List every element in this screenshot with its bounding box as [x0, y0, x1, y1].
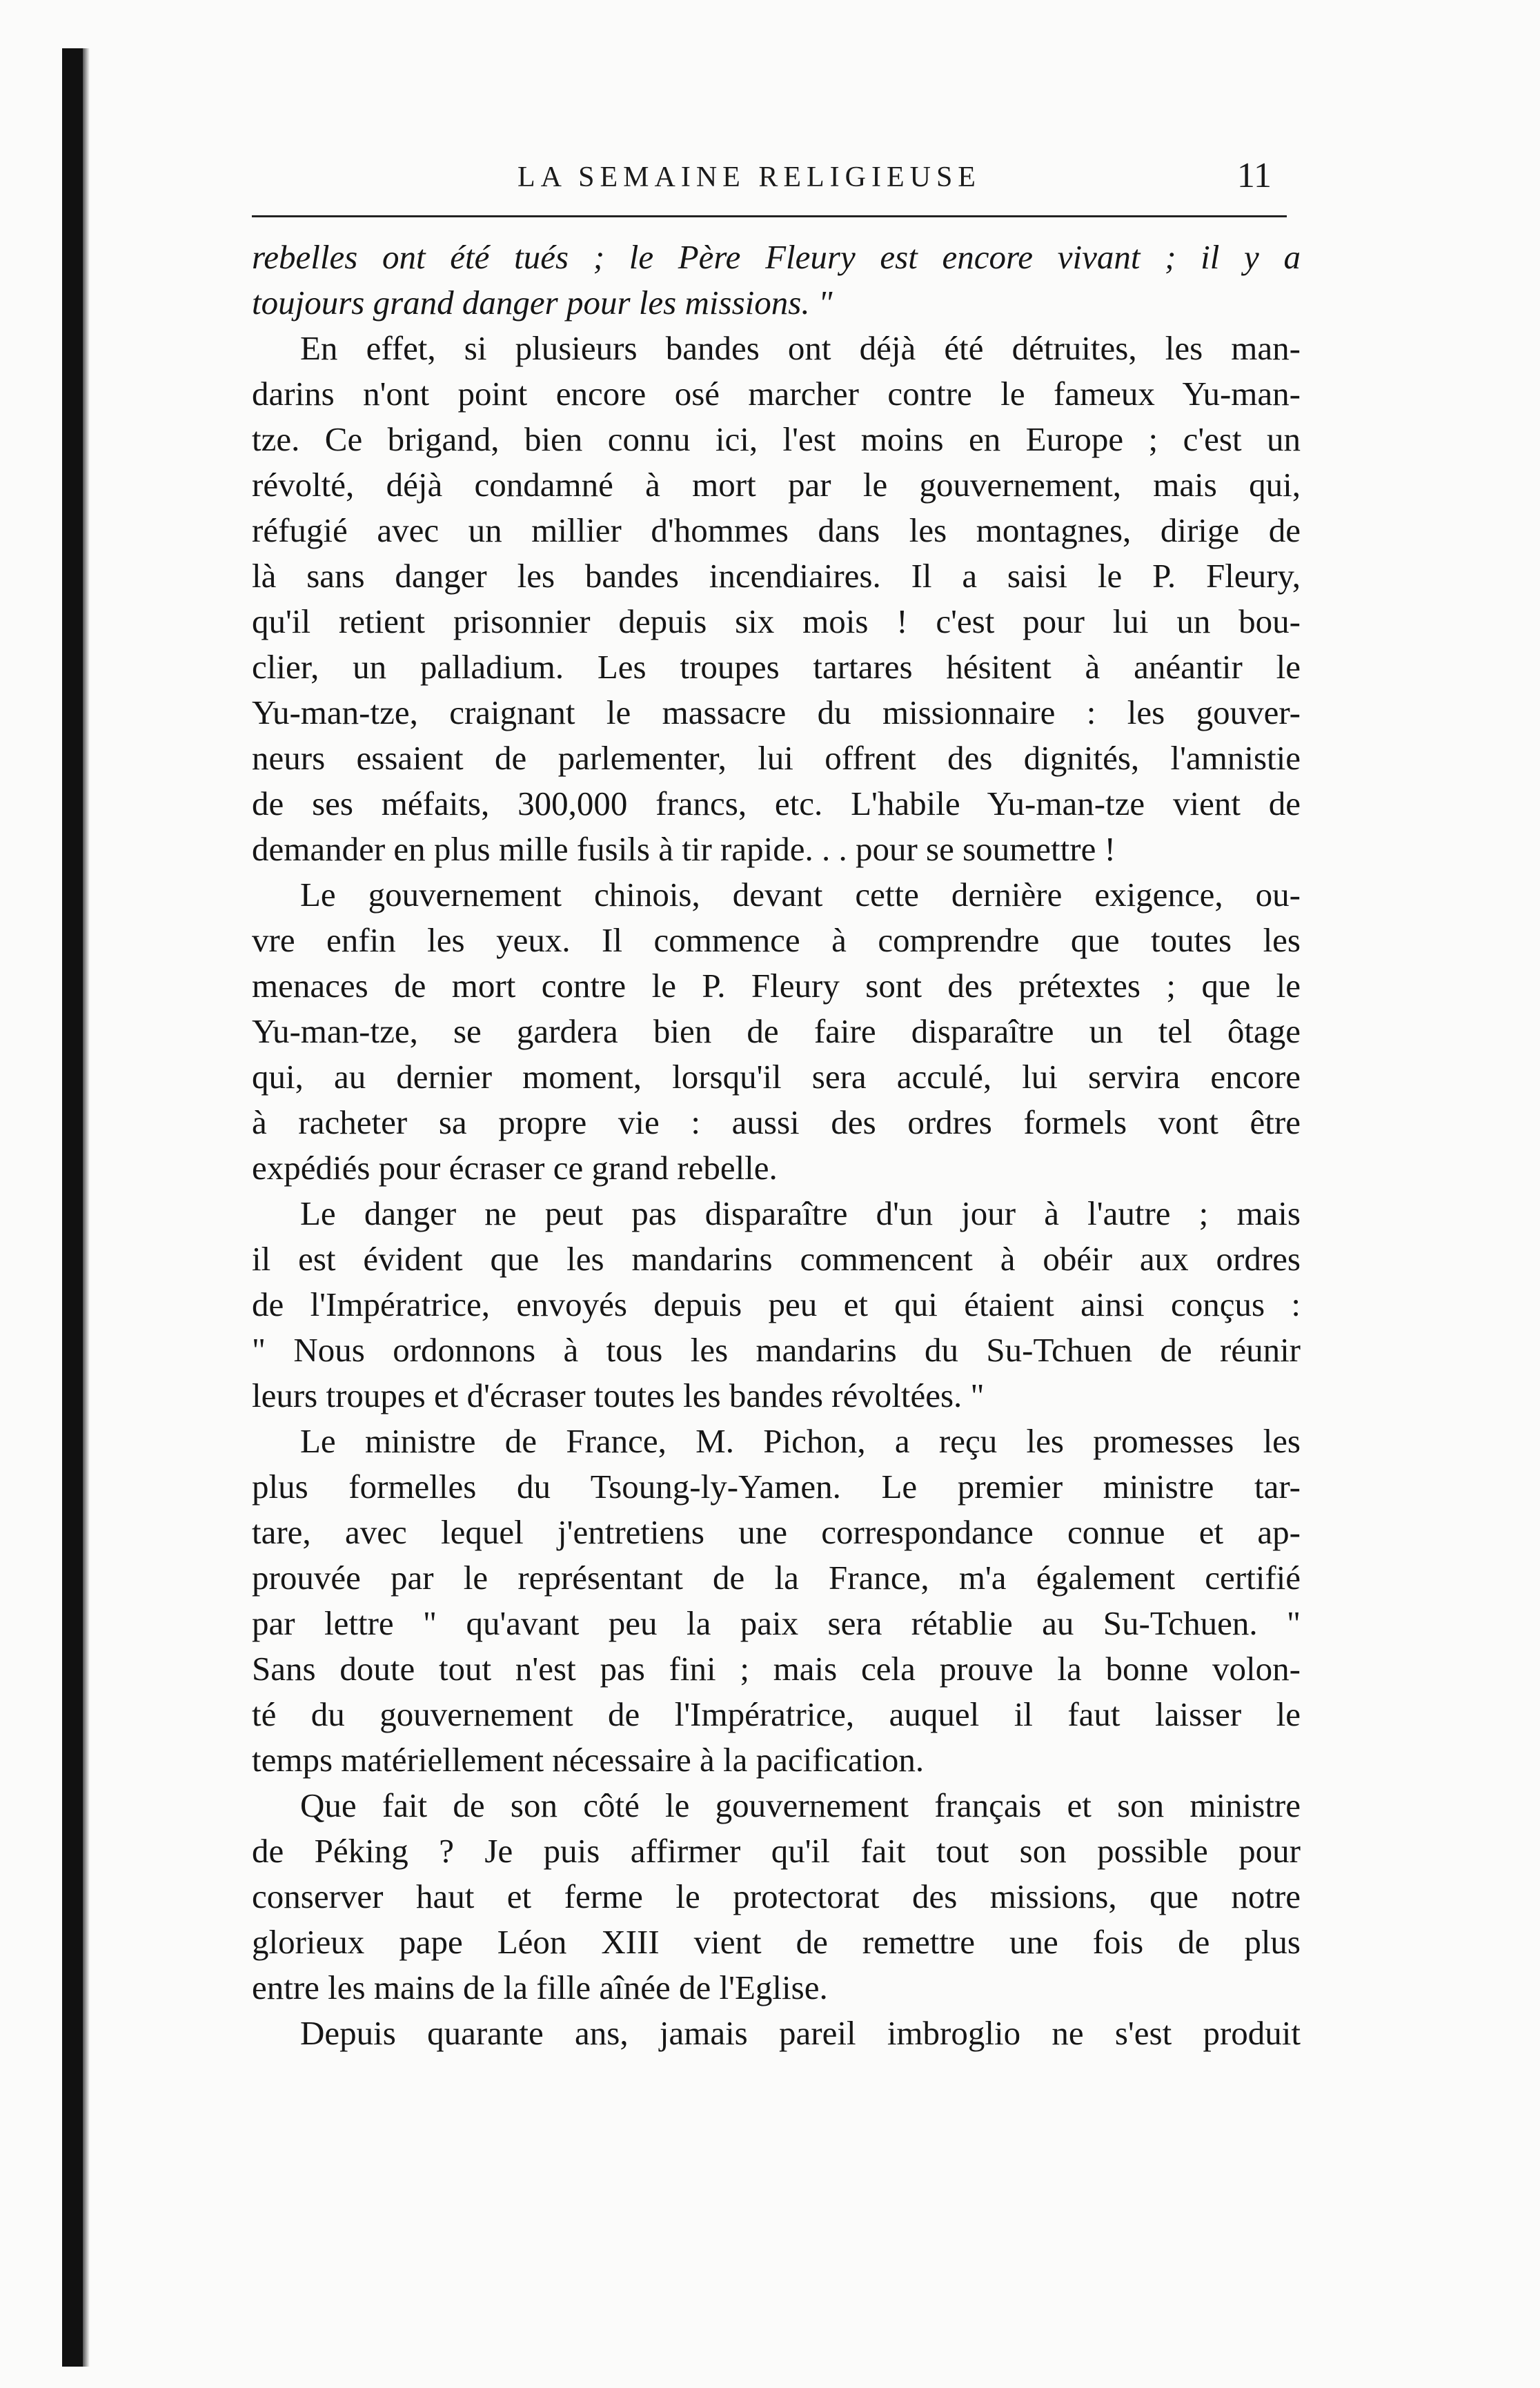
text-line: demander en plus mille fusils à tir rapide. . . pour se soumettre ! [252, 830, 1116, 868]
text-line: à racheter sa propre vie : aussi des ordres formels vont être [252, 1103, 1301, 1141]
text-line: là sans danger les bandes incendiaires. Il a saisi le P. Fleury, [252, 557, 1301, 595]
text-line: Que fait de son côté le gouvernement français et son ministre [300, 1786, 1301, 1824]
text-line: té du gouvernement de l'Impératrice, auquel il faut laisser le [252, 1695, 1301, 1733]
text-line: Le danger ne peut pas disparaître d'un jour à l'autre ; mais [300, 1194, 1301, 1232]
text-line: neurs essaient de parlementer, lui offrent des dignités, l'amnistie [252, 739, 1301, 777]
text-line: qui, au dernier moment, lorsqu'il sera acculé, lui servira encore [252, 1058, 1301, 1096]
text-line: qu'il retient prisonnier depuis six mois ! c'est pour lui un bou- [252, 602, 1301, 640]
body-text [252, 235, 1301, 2056]
text-line: Sans doute tout n'est pas fini ; mais cela prouve la bonne volon- [252, 1650, 1301, 1688]
text-line: Yu-man-tze, se gardera bien de faire disparaître un tel ôtage [252, 1012, 1301, 1050]
text-line: toujours grand danger pour les missions. " [252, 284, 833, 322]
text-line: darins n'ont point encore osé marcher contre le fameux Yu-man- [252, 375, 1301, 413]
text-line: menaces de mort contre le P. Fleury sont des prétextes ; que le [252, 967, 1301, 1005]
text-line: rebelles ont été tués ; le Père Fleury est encore vivant ; il y a [252, 238, 1301, 276]
paragraph [252, 872, 1301, 1191]
page-number: 11 [1236, 156, 1272, 195]
paragraph [252, 326, 1301, 872]
text-line: plus formelles du Tsoung-ly-Yamen. Le premier ministre tar- [252, 1468, 1301, 1506]
text-line: leurs troupes et d'écraser toutes les bandes révoltées. " [252, 1376, 985, 1414]
text-line: de Péking ? Je puis affirmer qu'il fait tout son possible pour [252, 1832, 1301, 1870]
text-line: vre enfin les yeux. Il commence à comprendre que toutes les [252, 921, 1301, 959]
text-line: " Nous ordonnons à tous les mandarins du Su-Tchuen de réunir [252, 1331, 1301, 1369]
paragraph [252, 2011, 1301, 2056]
text-line: expédiés pour écraser ce grand rebelle. [252, 1149, 778, 1187]
text-line: temps matériellement nécessaire à la pacification. [252, 1741, 925, 1779]
text-line: Le gouvernement chinois, devant cette dernière exigence, ou- [300, 876, 1301, 914]
text-line: En effet, si plusieurs bandes ont déjà été détruites, les man- [300, 329, 1301, 367]
text-line: il est évident que les mandarins commencent à obéir aux ordres [252, 1240, 1301, 1278]
text-line: tare, avec lequel j'entretiens une correspondance connue et ap- [252, 1513, 1301, 1551]
paragraph [252, 1191, 1301, 1419]
paragraph [252, 1783, 1301, 2011]
paragraph [252, 1419, 1301, 1783]
paragraph [252, 235, 1301, 326]
text-line: par lettre " qu'avant peu la paix sera rétablie au Su-Tchuen. " [252, 1604, 1301, 1642]
text-line: Depuis quarante ans, jamais pareil imbroglio ne s'est produit [300, 2014, 1301, 2052]
text-line: entre les mains de la fille aînée de l'Eglise. [252, 1968, 828, 2006]
running-title: LA SEMAINE RELIGIEUSE [517, 161, 981, 193]
text-line: glorieux pape Léon XIII vient de remettre une fois de plus [252, 1923, 1301, 1961]
text-line: tze. Ce brigand, bien connu ici, l'est moins en Europe ; c'est un [252, 420, 1301, 458]
text-line: de l'Impératrice, envoyés depuis peu et qui étaient ainsi conçus : [252, 1285, 1301, 1323]
text-line: Le ministre de France, M. Pichon, a reçu les promesses les [300, 1422, 1301, 1460]
text-line: réfugié avec un millier d'hommes dans les montagnes, dirige de [252, 511, 1301, 549]
text-line: révolté, déjà condamné à mort par le gouvernement, mais qui, [252, 466, 1301, 504]
text-line: de ses méfaits, 300,000 francs, etc. L'habile Yu-man-tze vient de [252, 785, 1301, 822]
text-line: Yu-man-tze, craignant le massacre du missionnaire : les gouver- [252, 693, 1301, 731]
text-line: prouvée par le représentant de la France, m'a également certifié [252, 1559, 1301, 1597]
text-line: conserver haut et ferme le protectorat des missions, que notre [252, 1877, 1301, 1915]
binding-edge [62, 48, 83, 2367]
header-rule [252, 215, 1287, 217]
text-line: clier, un palladium. Les troupes tartares hésitent à anéantir le [252, 648, 1301, 686]
page-header [252, 155, 1287, 205]
